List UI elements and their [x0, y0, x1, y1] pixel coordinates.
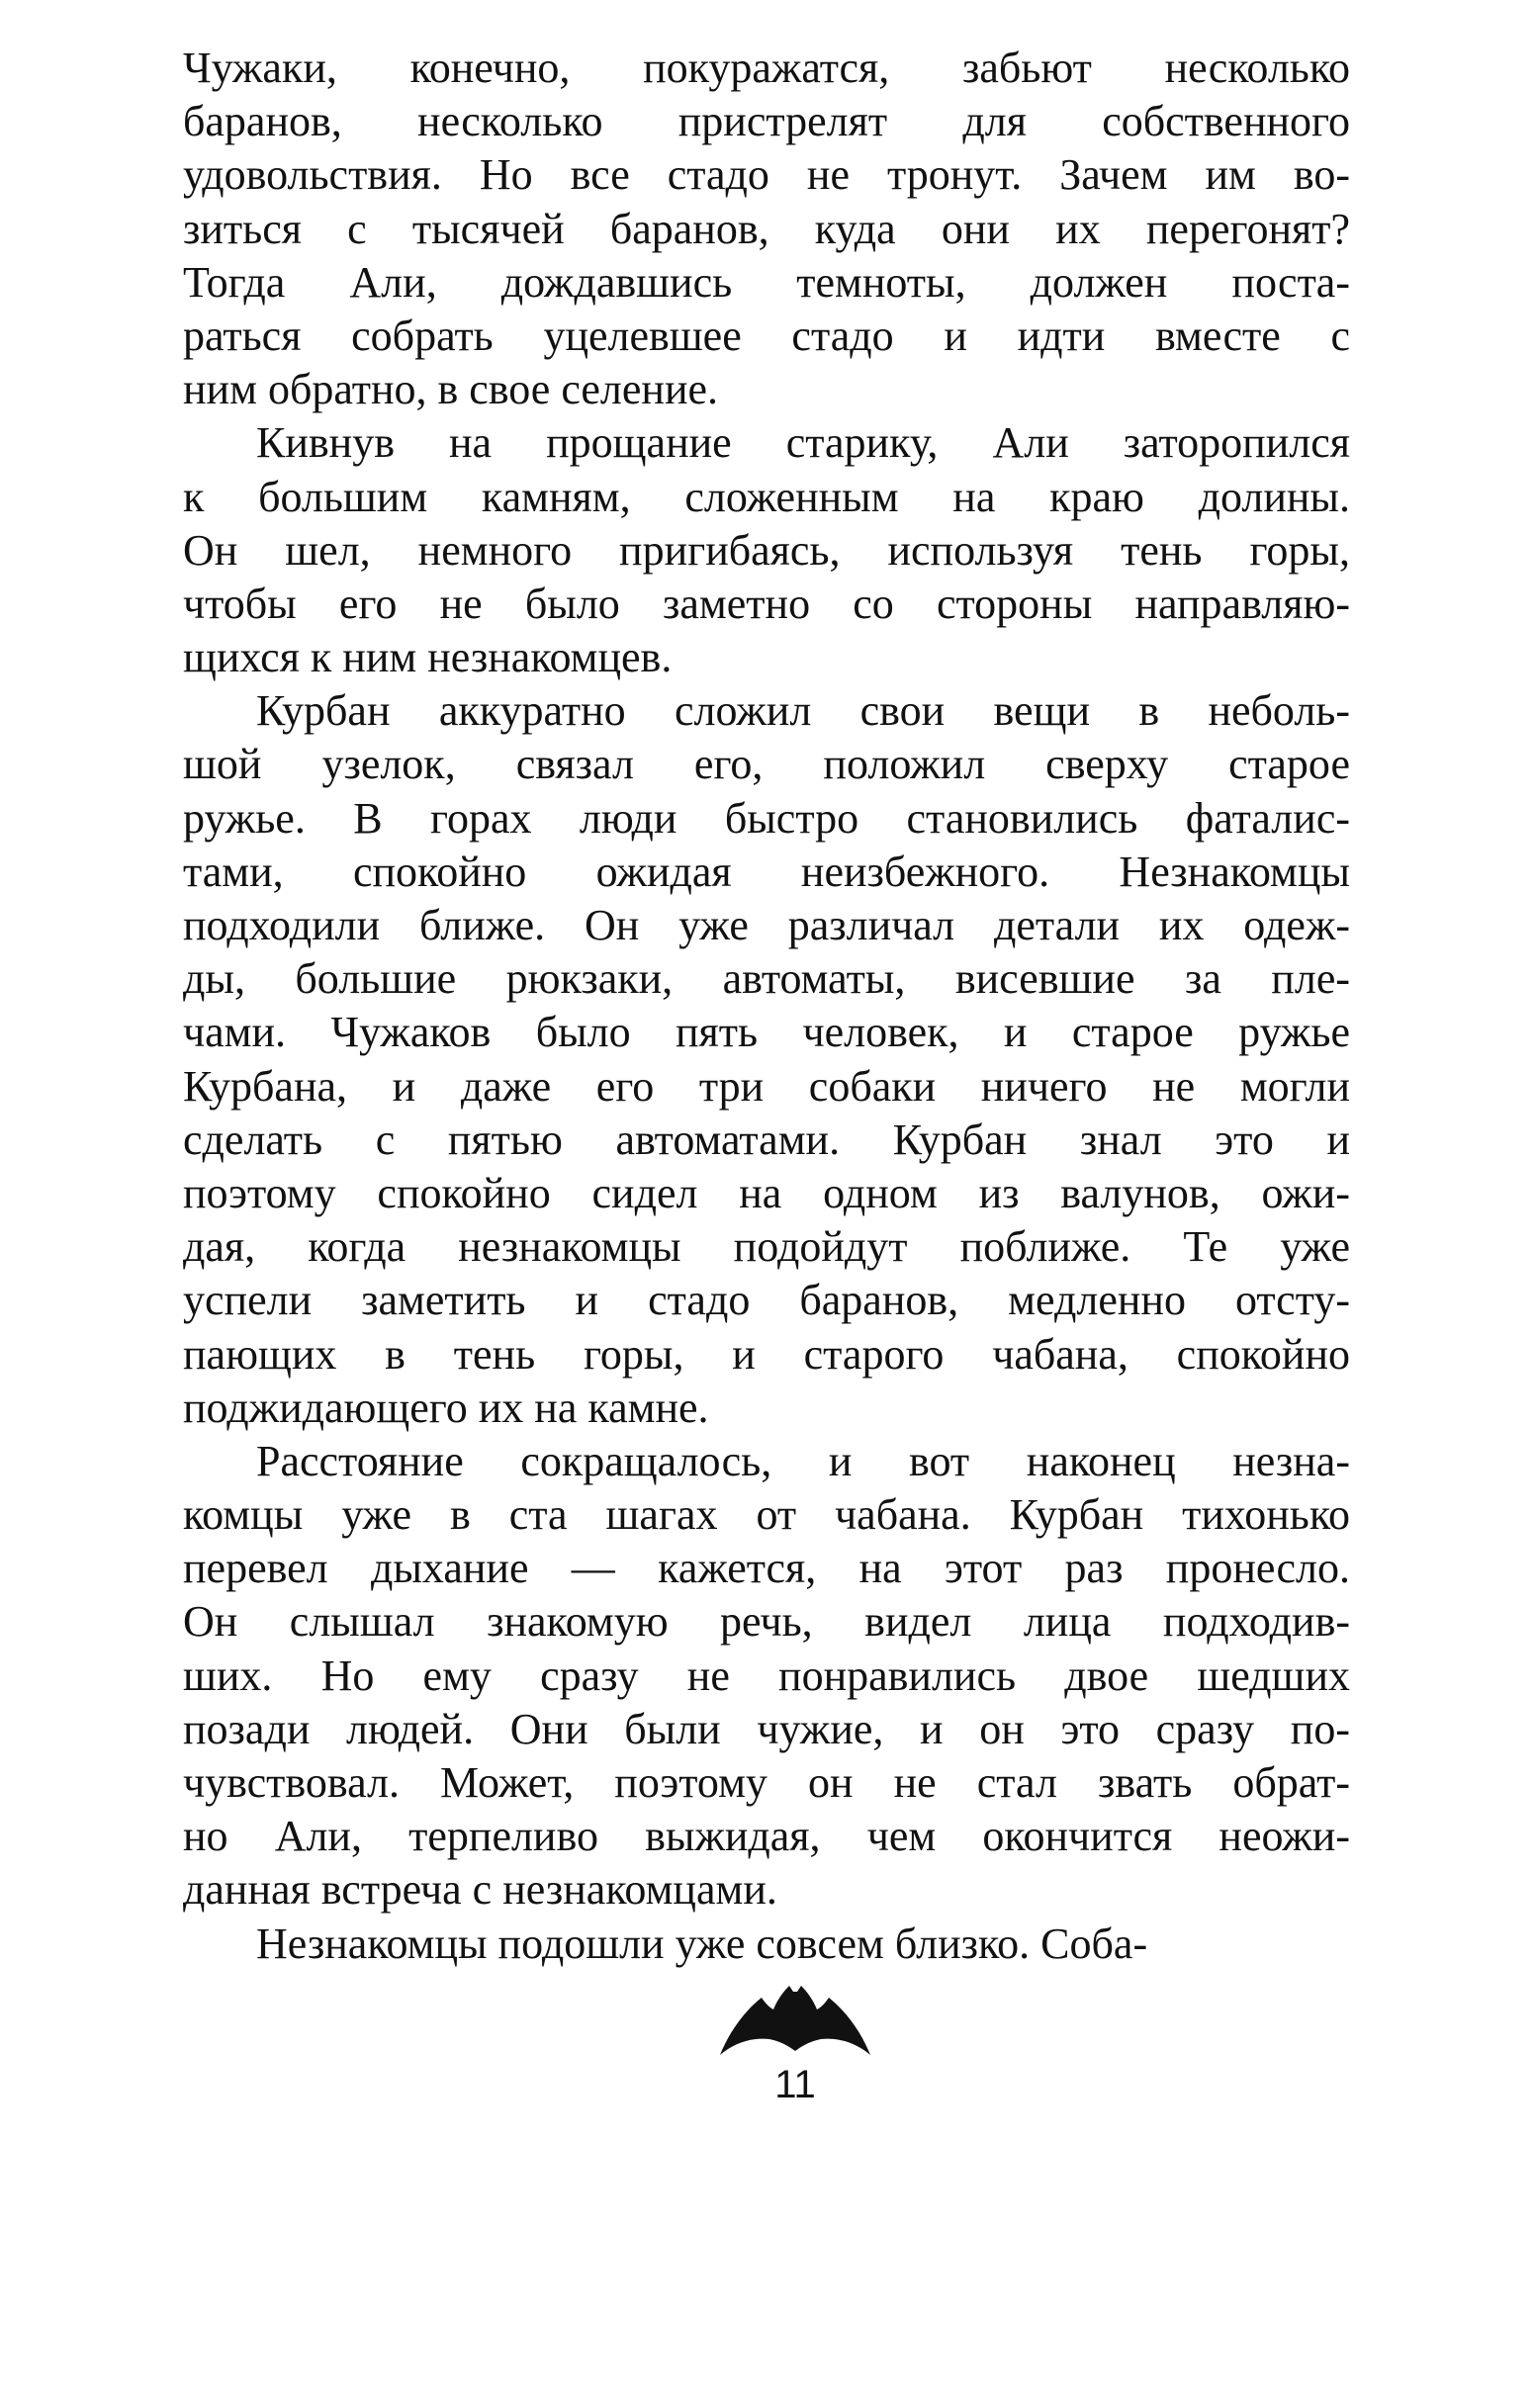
text-line: но Али, терпеливо выжидая, чем окончится неожи- [183, 1812, 1350, 1861]
text-line: поэтому спокойно сидел на одном из валунов, ожи- [183, 1168, 1350, 1217]
bat-wings-ornament-icon [718, 1974, 872, 2057]
text-line: успели заметить и стадо баранов, медленно отсту- [183, 1276, 1350, 1325]
text-line: Тогда Али, дождавшись темноты, должен постa- [183, 257, 1350, 307]
text-line: сделать с пятью автоматами. Курбан знал это и [183, 1115, 1350, 1164]
text-line: чами. Чужаков было пять человек, и старое ружье [183, 1008, 1350, 1057]
text-line: тами, спокойно ожидая неизбежного. Незнакомцы [183, 847, 1350, 896]
text-line: перевел дыхание — кажется, на этот раз пронесло. [183, 1544, 1350, 1593]
text-line: баранов, несколько пристрелят для собственного [183, 97, 1350, 146]
body-text [183, 42, 1350, 1971]
text-line: зиться с тысячей баранов, куда они их перегонят? [183, 204, 1350, 253]
text-line: подходили ближе. Он уже различал детали их одеж- [183, 901, 1350, 949]
paragraph [183, 416, 1350, 684]
text-line: чувствовал. Может, поэтому он не стал звать обрат- [183, 1758, 1350, 1807]
paragraph [183, 684, 1350, 1435]
text-line: удовольствия. Но все стадо не тронут. Зачем им во- [183, 150, 1350, 200]
text-line: к большим камням, сложенным на краю долины. [183, 472, 1350, 521]
page-number: 11 [774, 2063, 816, 2106]
text-line: щихся к ним незнакомцев. [183, 633, 673, 682]
paragraph [183, 1917, 1350, 1971]
text-line: ним обратно, в свое селение. [183, 365, 719, 414]
text-line: пающих в тень горы, и старого чабана, спокойно [183, 1329, 1350, 1379]
text-line: Кивнув на прощание старику, Али заторопился [256, 418, 1350, 468]
text-line: Он слышал знакомую речь, видел лица подходив- [183, 1597, 1350, 1647]
text-line: ды, большие рюкзаки, автоматы, висевшие за пле- [183, 954, 1350, 1004]
paragraph [183, 1435, 1350, 1917]
text-line: раться собрать уцелевшее стадо и идти вместе с [183, 311, 1350, 360]
text-line: Незнакомцы подошли уже совсем близко. Соба- [256, 1918, 1148, 1968]
text-line: ших. Но ему сразу не понравились двое шедших [183, 1650, 1350, 1700]
paragraph [183, 42, 1350, 416]
text-line: ружье. В горах люди быстро становились фаталис- [183, 793, 1350, 843]
text-line: поджидающего их на камне. [183, 1382, 709, 1432]
text-line: Курбана, и даже его три собаки ничего не могли [183, 1061, 1350, 1111]
text-line: Расстояние сокращалось, и вот наконец незна- [256, 1436, 1350, 1485]
text-line: данная встреча с незнакомцами. [183, 1865, 777, 1915]
text-line: комцы уже в ста шагах от чабана. Курбан тихонько [183, 1490, 1350, 1540]
text-line: Он шел, немного пригибаясь, используя тень горы, [183, 525, 1350, 575]
text-line: Курбан аккуратно сложил свои вещи в неболь- [256, 686, 1350, 736]
text-line: Чужаки, конечно, покуражатся, забьют несколько [183, 44, 1350, 92]
text-line: шой узелок, связал его, положил сверху старое [183, 740, 1350, 789]
text-line: дая, когда незнакомцы подойдут поближе. Те уже [183, 1222, 1350, 1272]
text-line: чтобы его не было заметно со стороны направляю- [183, 579, 1350, 628]
text-line: позади людей. Они были чужие, и он это сразу по- [183, 1704, 1350, 1753]
